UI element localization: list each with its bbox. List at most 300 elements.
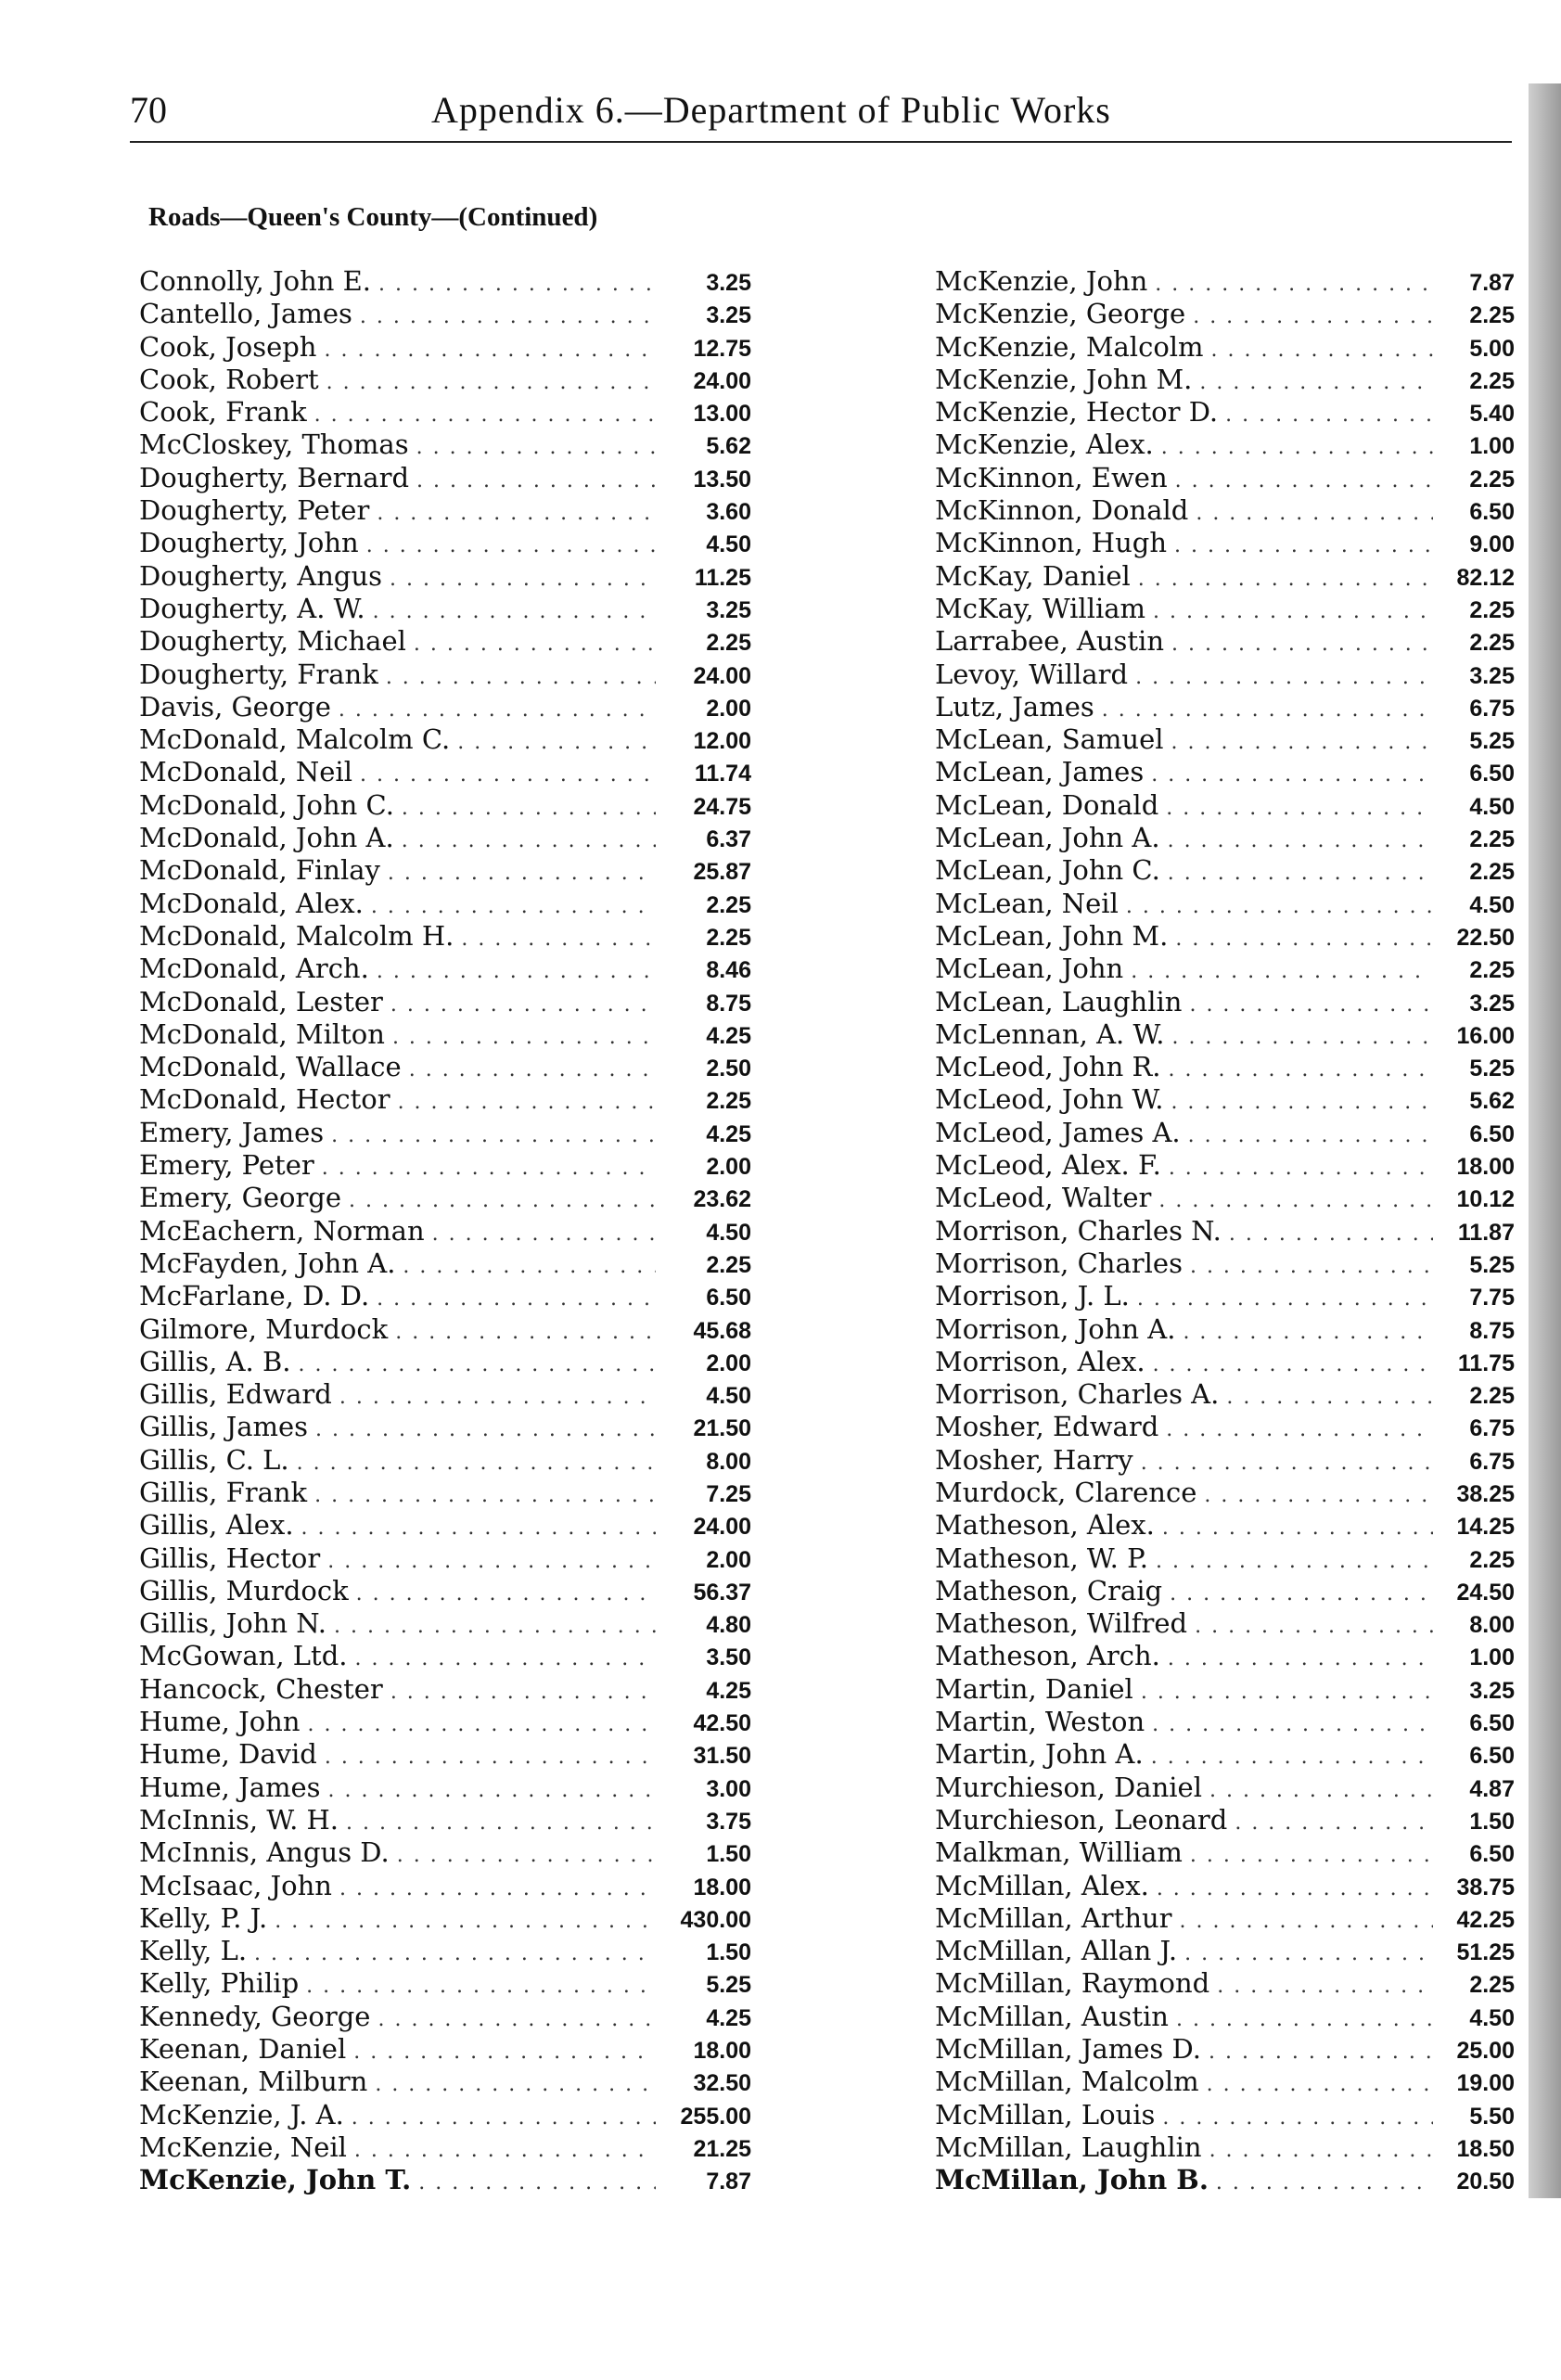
payee-name: Gillis, C. L. xyxy=(139,1443,289,1476)
dot-leader xyxy=(418,2167,656,2196)
list-item xyxy=(935,953,1515,985)
payment-amount: 11.74 xyxy=(694,761,751,787)
payee-name: McKay, Daniel xyxy=(935,559,1131,592)
payee-name: McInnis, W. H. xyxy=(139,1803,339,1836)
list-item xyxy=(935,331,1515,364)
payment-amount: 3.25 xyxy=(1469,1677,1515,1704)
dot-leader xyxy=(299,1349,657,1378)
payee-name: McMillan, Alex. xyxy=(935,1869,1149,1901)
payment-amount: 2.25 xyxy=(1469,1383,1515,1410)
dot-leader xyxy=(1175,923,1433,953)
dot-leader xyxy=(1153,1349,1433,1378)
payment-amount: 22.50 xyxy=(1456,924,1515,951)
dot-leader xyxy=(373,595,656,625)
dot-leader xyxy=(1171,1086,1433,1116)
payment-amount: 2.25 xyxy=(1469,630,1515,657)
dot-leader xyxy=(1229,1218,1433,1248)
payment-amount: 3.25 xyxy=(706,302,751,329)
list-item xyxy=(935,2066,1515,2098)
payee-name: Hume, David xyxy=(139,1738,317,1771)
payment-amount: 18.00 xyxy=(1456,1154,1515,1181)
payee-name: McKinnon, Hugh xyxy=(935,527,1168,559)
list-item xyxy=(139,1411,751,1443)
payment-amount: 5.00 xyxy=(1469,335,1515,362)
payment-amount: 2.25 xyxy=(1469,367,1515,394)
payee-name: McMillan, Allan J. xyxy=(935,1935,1178,1967)
header-rule xyxy=(130,141,1512,143)
list-item xyxy=(935,854,1515,887)
dot-leader xyxy=(1166,1414,1433,1443)
payment-amount: 1.50 xyxy=(706,1841,751,1868)
dot-leader xyxy=(1217,1970,1433,2000)
payment-amount: 9.00 xyxy=(1469,531,1515,558)
payee-name: Kelly, P. J. xyxy=(139,1901,268,1934)
payee-name: McKinnon, Ewen xyxy=(935,461,1168,493)
dot-leader xyxy=(378,268,656,298)
list-item xyxy=(139,1870,751,1902)
dot-leader xyxy=(339,1381,656,1411)
payment-amount: 24.75 xyxy=(693,793,751,820)
list-item xyxy=(139,2164,751,2196)
dot-leader xyxy=(1180,1905,1433,1935)
list-item xyxy=(139,462,751,494)
list-item xyxy=(935,1215,1515,1248)
list-item xyxy=(139,1804,751,1836)
payee-name: McLeod, Alex. F. xyxy=(935,1149,1161,1182)
dot-leader xyxy=(331,1120,656,1149)
dot-leader xyxy=(349,1184,656,1214)
dot-leader xyxy=(366,530,656,559)
payment-amount: 19.00 xyxy=(1456,2070,1515,2097)
dot-leader xyxy=(1135,661,1433,691)
list-item xyxy=(139,1673,751,1706)
list-item xyxy=(139,691,751,723)
list-item xyxy=(935,1673,1515,1706)
payee-name: Gillis, Alex. xyxy=(139,1509,294,1542)
list-item xyxy=(139,1378,751,1411)
dot-leader xyxy=(457,726,656,756)
dot-leader xyxy=(1157,1873,1433,1902)
dot-leader xyxy=(1196,497,1433,527)
payment-amount: 24.50 xyxy=(1456,1579,1515,1606)
dot-leader xyxy=(1158,1184,1433,1214)
payee-name: Gilmore, Murdock xyxy=(139,1312,389,1345)
list-item xyxy=(935,1248,1515,1280)
list-item xyxy=(139,1018,751,1051)
payee-name: Kennedy, George xyxy=(139,2000,371,2032)
payee-name: McFayden, John A. xyxy=(139,1247,396,1279)
list-item xyxy=(139,396,751,429)
dot-leader xyxy=(360,759,656,788)
payment-amount: 8.00 xyxy=(706,1448,751,1475)
dot-leader xyxy=(1193,301,1433,330)
list-item xyxy=(935,1870,1515,1902)
dot-leader xyxy=(1171,726,1433,756)
list-item xyxy=(139,1051,751,1083)
payment-amount: 2.25 xyxy=(1469,1546,1515,1573)
list-item xyxy=(139,1575,751,1607)
dot-leader xyxy=(1204,1479,1433,1509)
payee-name: McFarlane, D. D. xyxy=(139,1280,370,1312)
payee-name: Larrabee, Austin xyxy=(935,625,1164,658)
dot-leader xyxy=(1102,694,1433,723)
payee-name: McKenzie, Alex. xyxy=(935,429,1154,461)
payment-amount: 5.50 xyxy=(1469,2103,1515,2130)
dot-leader xyxy=(395,1316,656,1346)
payment-amount: 24.00 xyxy=(693,367,751,394)
payee-name: Morrison, J. L. xyxy=(935,1280,1130,1312)
dot-leader xyxy=(1171,628,1433,658)
list-item xyxy=(139,953,751,985)
list-item xyxy=(935,1902,1515,1935)
payment-amount: 5.25 xyxy=(1469,728,1515,755)
list-item xyxy=(139,1935,751,1967)
payee-name: McDonald, Wallace xyxy=(139,1051,402,1083)
dot-leader xyxy=(392,1021,656,1051)
dot-leader xyxy=(386,661,656,691)
list-item xyxy=(139,265,751,298)
payee-name: Morrison, Charles A. xyxy=(935,1378,1220,1411)
dot-leader xyxy=(416,465,656,494)
dot-leader xyxy=(1162,1512,1433,1542)
payee-name: Hume, John xyxy=(139,1706,301,1738)
payee-name: McLean, Samuel xyxy=(935,723,1164,756)
list-item xyxy=(139,331,751,364)
list-item xyxy=(935,1444,1515,1477)
dot-leader xyxy=(325,1741,656,1771)
payment-amount: 11.87 xyxy=(1457,1219,1515,1246)
payee-name: Dougherty, John xyxy=(139,527,359,559)
list-item xyxy=(935,1182,1515,1214)
dot-leader xyxy=(402,825,656,854)
payment-amount: 32.50 xyxy=(693,2070,751,2097)
list-item xyxy=(139,756,751,788)
dot-leader xyxy=(1137,1283,1433,1312)
dot-leader xyxy=(432,1218,656,1248)
dot-leader xyxy=(254,1938,656,1967)
payee-name: Gillis, Frank xyxy=(139,1476,308,1508)
list-item xyxy=(935,1149,1515,1182)
list-item xyxy=(935,1346,1515,1378)
dot-leader xyxy=(1235,1807,1433,1836)
payment-amount: 3.00 xyxy=(706,1775,751,1802)
list-item xyxy=(935,1575,1515,1607)
payment-amount: 2.25 xyxy=(706,630,751,657)
payment-amount: 8.46 xyxy=(706,957,751,984)
payment-amount: 2.25 xyxy=(1469,1972,1515,1999)
payment-amount: 6.75 xyxy=(1469,1448,1515,1475)
payment-amount: 4.50 xyxy=(706,531,751,558)
list-item xyxy=(935,1607,1515,1640)
payee-name: Dougherty, Angus xyxy=(139,559,383,592)
dot-leader xyxy=(1153,595,1433,625)
payee-name: Morrison, Alex. xyxy=(935,1345,1145,1377)
payee-name: McLeod, James A. xyxy=(935,1116,1181,1148)
list-item xyxy=(139,854,751,887)
list-item xyxy=(139,2066,751,2098)
list-item xyxy=(139,1640,751,1672)
payment-amount: 8.00 xyxy=(1469,1612,1515,1639)
dot-leader xyxy=(1168,1643,1433,1672)
list-item xyxy=(935,527,1515,559)
payee-name: McLennan, A. W. xyxy=(935,1017,1165,1050)
list-item xyxy=(139,1772,751,1804)
payee-name: McEachern, Norman xyxy=(139,1214,425,1247)
dot-leader xyxy=(327,1545,656,1575)
dot-leader xyxy=(1141,1447,1433,1477)
payee-name: McKenzie, George xyxy=(935,298,1186,330)
payment-amount: 4.50 xyxy=(1469,2004,1515,2031)
dot-leader xyxy=(322,1152,656,1182)
payment-amount: 42.50 xyxy=(693,1710,751,1737)
list-item xyxy=(139,1706,751,1738)
list-item xyxy=(935,625,1515,658)
payment-amount: 6.50 xyxy=(1469,1710,1515,1737)
payee-name: Morrison, Charles xyxy=(935,1247,1183,1279)
payment-amount: 2.00 xyxy=(706,1350,751,1376)
payment-amount: 8.75 xyxy=(706,990,751,1017)
dot-leader xyxy=(1155,268,1433,298)
payment-amount: 4.50 xyxy=(1469,891,1515,918)
dot-leader xyxy=(360,301,656,330)
list-item xyxy=(935,1083,1515,1116)
list-item xyxy=(935,593,1515,625)
dot-leader xyxy=(1195,1610,1433,1640)
payee-name: McDonald, Alex. xyxy=(139,887,364,919)
payment-amount: 5.25 xyxy=(1469,1056,1515,1082)
payee-name: Dougherty, A. W. xyxy=(139,592,365,624)
dot-leader xyxy=(1168,857,1433,887)
payment-amount: 1.50 xyxy=(706,1939,751,1966)
dot-leader xyxy=(1183,1316,1433,1346)
payee-name: Emery, Peter xyxy=(139,1149,314,1182)
payment-amount: 23.62 xyxy=(693,1186,751,1213)
list-item xyxy=(139,986,751,1018)
list-item xyxy=(935,560,1515,593)
payee-name: McGowan, Ltd. xyxy=(139,1640,348,1672)
payment-amount: 2.00 xyxy=(706,1154,751,1181)
payee-name: Matheson, W. P. xyxy=(935,1542,1148,1574)
list-item xyxy=(935,265,1515,298)
dot-leader xyxy=(275,1905,656,1935)
payment-amount: 2.00 xyxy=(706,1546,751,1573)
payment-amount: 6.50 xyxy=(1469,499,1515,526)
payee-name: McLean, Neil xyxy=(935,887,1119,919)
payee-name: McLean, John M. xyxy=(935,919,1169,952)
payment-amount: 31.50 xyxy=(693,1743,751,1770)
payee-name: Mosher, Harry xyxy=(935,1443,1133,1476)
payment-amount: 20.50 xyxy=(1456,2169,1515,2195)
page-header xyxy=(130,88,1521,144)
list-item xyxy=(139,1346,751,1378)
list-item xyxy=(935,1804,1515,1836)
right-column-list xyxy=(935,265,1519,2197)
payee-name: Matheson, Arch. xyxy=(935,1640,1160,1672)
payment-amount: 3.60 xyxy=(706,499,751,526)
list-item xyxy=(935,2131,1515,2164)
payee-name: McKinnon, Donald xyxy=(935,494,1189,527)
dot-leader xyxy=(375,2068,656,2098)
payee-name: McLeod, Walter xyxy=(935,1182,1152,1214)
payee-name: McDonald, Malcolm C. xyxy=(139,723,451,756)
payment-amount: 42.25 xyxy=(1456,1906,1515,1933)
payee-name: McDonald, Neil xyxy=(139,756,352,788)
payee-name: McKay, William xyxy=(935,592,1146,624)
dot-leader xyxy=(1184,1938,1433,1967)
list-item xyxy=(139,723,751,756)
page-number: 70 xyxy=(130,89,167,131)
payee-name: Malkman, William xyxy=(935,1836,1183,1869)
list-item xyxy=(935,1738,1515,1771)
payment-amount: 8.75 xyxy=(1469,1317,1515,1344)
payee-name: Cook, Joseph xyxy=(139,330,317,363)
payee-name: Cook, Robert xyxy=(139,363,319,395)
list-item xyxy=(935,1640,1515,1672)
payment-amount: 25.00 xyxy=(1456,2038,1515,2065)
list-item xyxy=(935,723,1515,756)
payee-name: McMillan, James D. xyxy=(935,2033,1201,2066)
payment-amount: 255.00 xyxy=(680,2103,751,2130)
list-item xyxy=(139,789,751,822)
list-item xyxy=(139,364,751,396)
list-item xyxy=(935,1772,1515,1804)
list-item xyxy=(935,1018,1515,1051)
list-item xyxy=(935,1313,1515,1346)
payee-name: Keenan, Daniel xyxy=(139,2033,347,2066)
list-item xyxy=(139,1836,751,1869)
payee-name: McMillan, Austin xyxy=(935,2000,1169,2032)
payment-amount: 24.00 xyxy=(693,1514,751,1541)
dot-leader xyxy=(346,1807,656,1836)
dot-leader xyxy=(1126,890,1433,920)
list-item xyxy=(935,888,1515,920)
list-item xyxy=(935,396,1515,429)
payee-name: McDonald, Hector xyxy=(139,1083,390,1116)
list-item xyxy=(139,920,751,953)
dot-leader xyxy=(371,890,656,920)
payee-name: McMillan, Louis xyxy=(935,2098,1156,2130)
list-item xyxy=(935,2099,1515,2131)
dot-leader xyxy=(301,1512,656,1542)
dot-leader xyxy=(398,1086,656,1116)
list-item xyxy=(935,789,1515,822)
list-item xyxy=(935,1477,1515,1509)
payee-name: Gillis, A. B. xyxy=(139,1345,291,1377)
payee-name: McDonald, Milton xyxy=(139,1017,385,1050)
payment-amount: 6.37 xyxy=(706,826,751,853)
list-item xyxy=(139,1902,751,1935)
payee-name: McKenzie, John T. xyxy=(139,2164,412,2196)
payment-amount: 2.25 xyxy=(1469,859,1515,886)
dot-leader xyxy=(356,1578,656,1607)
list-item xyxy=(139,888,751,920)
list-item xyxy=(139,298,751,330)
dot-leader xyxy=(1211,334,1433,364)
payment-amount: 5.62 xyxy=(706,433,751,460)
list-item xyxy=(139,560,751,593)
payee-name: McKenzie, John xyxy=(935,265,1148,297)
dot-leader xyxy=(325,334,657,364)
payment-amount: 5.40 xyxy=(1469,401,1515,428)
dot-leader xyxy=(1166,792,1433,822)
payment-amount: 25.87 xyxy=(693,859,751,886)
list-item xyxy=(935,364,1515,396)
payment-amount: 6.50 xyxy=(1469,761,1515,787)
payment-amount: 14.25 xyxy=(1456,1514,1515,1541)
dot-leader xyxy=(353,2036,656,2066)
dot-leader xyxy=(1131,955,1433,985)
list-item xyxy=(935,1051,1515,1083)
payment-amount: 18.50 xyxy=(1456,2135,1515,2162)
list-item xyxy=(935,1509,1515,1542)
dot-leader xyxy=(1171,1021,1433,1051)
dot-leader xyxy=(1138,563,1433,593)
dot-leader xyxy=(352,2102,656,2131)
payee-name: Mosher, Edward xyxy=(935,1411,1159,1443)
list-item xyxy=(935,1117,1515,1149)
list-item xyxy=(935,462,1515,494)
payment-amount: 11.75 xyxy=(1457,1350,1515,1376)
payment-amount: 1.50 xyxy=(1469,1808,1515,1835)
payment-amount: 2.25 xyxy=(1469,466,1515,493)
list-item xyxy=(139,1182,751,1214)
payee-name: Hume, James xyxy=(139,1771,321,1803)
payment-amount: 21.25 xyxy=(693,2135,751,2162)
dot-leader xyxy=(1156,1545,1433,1575)
list-item xyxy=(935,429,1515,461)
payee-name: Matheson, Craig xyxy=(935,1574,1163,1606)
payee-name: Gillis, Edward xyxy=(139,1378,332,1411)
payment-amount: 3.25 xyxy=(706,270,751,296)
payment-amount: 3.75 xyxy=(706,1808,751,1835)
list-item xyxy=(139,2001,751,2033)
payment-amount: 7.75 xyxy=(1469,1285,1515,1312)
payment-amount: 6.75 xyxy=(1469,695,1515,722)
payment-amount: 4.87 xyxy=(1469,1775,1515,1802)
payment-amount: 18.00 xyxy=(693,1874,751,1900)
payee-name: McKenzie, John M. xyxy=(935,363,1193,395)
payee-name: McMillan, Laughlin xyxy=(935,2130,1202,2163)
payment-amount: 6.50 xyxy=(1469,1743,1515,1770)
payee-name: McDonald, John A. xyxy=(139,822,394,854)
payment-amount: 2.25 xyxy=(1469,957,1515,984)
list-item xyxy=(139,1477,751,1509)
payee-name: Dougherty, Frank xyxy=(139,658,378,690)
payee-name: Dougherty, Bernard xyxy=(139,461,410,493)
payment-amount: 1.00 xyxy=(1469,1644,1515,1671)
payment-amount: 2.25 xyxy=(706,891,751,918)
payment-amount: 4.25 xyxy=(706,1677,751,1704)
dot-leader xyxy=(1188,1120,1433,1149)
payee-name: McKenzie, Malcolm xyxy=(935,330,1204,363)
payment-amount: 7.25 xyxy=(706,1480,751,1507)
payee-name: McLean, Donald xyxy=(935,788,1159,821)
dot-leader xyxy=(328,1774,656,1804)
dot-leader xyxy=(461,923,656,953)
payment-amount: 13.00 xyxy=(693,401,751,428)
dot-leader xyxy=(377,1283,656,1312)
payee-name: Cantello, James xyxy=(139,298,352,330)
dot-leader xyxy=(339,1873,656,1902)
list-item xyxy=(139,1313,751,1346)
payment-amount: 16.00 xyxy=(1456,1022,1515,1049)
payee-name: McKenzie, Neil xyxy=(139,2130,347,2163)
list-item xyxy=(935,659,1515,691)
payee-name: McKenzie, J. A. xyxy=(139,2098,344,2130)
dot-leader xyxy=(1168,825,1433,854)
payment-amount: 12.75 xyxy=(693,335,751,362)
dot-leader xyxy=(1216,2167,1433,2196)
